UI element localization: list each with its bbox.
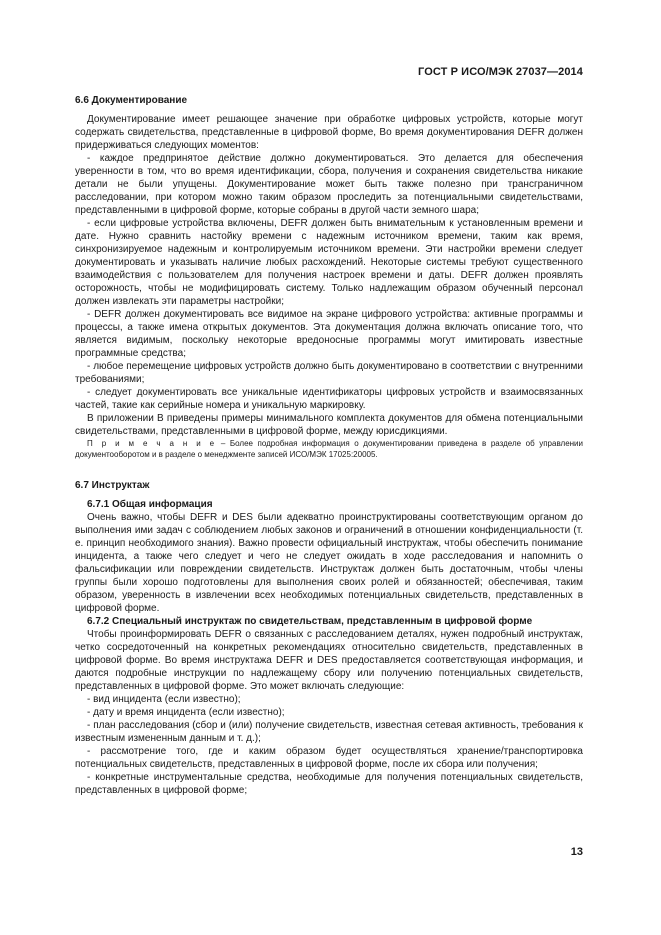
subsection-heading: 6.7.2 Специальный инструктаж по свидетельствам, представленным в цифровой форме [87, 616, 533, 627]
paragraph: Очень важно, чтобы DEFR и DES были адекватно проинструктированы соответствующим органом до выполнения ими задач с соблюдением любых законов и ограничений в отношении конфиденциальности (т. е. принцип необходимого знания). Важно провести официальный инструктаж, чтобы обеспечить понимание инцидента, а также чего следует и чего не следует ожидать в ходе расследования и напомнить о фальсификации или повреждении свидетельств. Инструктаж должен быть достаточным, чтобы члены группы были хорошо подготовлены для выполнения своих ролей и обязанностей; обеспечивая, таким образом, уверенность в извлечении всех необходимых потенциальных свидетельств, представленных в цифровой форме. [75, 512, 583, 614]
list-item: - следует документировать все уникальные идентификаторы цифровых устройств и взаимосвязанных частей, такие как серийные номера и уникальную маркировку. [75, 387, 583, 411]
note [75, 438, 583, 460]
note-label: П р и м е ч а н и е [87, 439, 217, 448]
list-item: - вид инцидента (если известно); [87, 694, 241, 705]
note-text: – Более подробная информация о документировании приведена в разделе об управлении документооборотом и в разделе о менеджменте записей ИСО/МЭК 17025:20005. [75, 439, 583, 459]
section-heading: 6.7 Инструктаж [75, 480, 150, 491]
paragraph: В приложении В приведены примеры минимального комплекта документов для обмена потенциальными свидетельствами, представленными в цифровой форме, между юрисдикциями. [75, 413, 583, 437]
list-item: - если цифровые устройства включены, DEFR должен быть внимательным к установленным времени и дате. Нужно сравнить настойку времени с надежным источником времени, таким как время, синхронизируемое надежным и контролируемым источником времени. Эти настройки времени следует документировать и указывать наличие любых расхождений. Некоторые системы требуют существенного взаимодействия с пользователем для получения настроек времени и даты. DEFR должен проявлять осторожность, чтобы не модифицировать систему. Только надлежащим образом обученный персонал должен извлекать эти параметры настройки; [75, 218, 583, 307]
list-item: - дату и время инцидента (если известно); [87, 707, 285, 718]
list-item: - конкретные инструментальные средства, необходимые для получения потенциальных свидетельств, представленных в цифровой форме; [75, 772, 583, 796]
paragraph: Чтобы проинформировать DEFR о связанных с расследованием деталях, нужен подробный инструктаж, четко сосредоточенный на конкретных рекомендациях относительно свидетельств, представленных в цифровой форме. Во время инструктажа DEFR и DES предоставляется соответствующая информация, и даются подробные инструкции по надлежащему сбору или получению потенциальных свидетельств, представленных в цифровой форме. Это может включать следующие: [75, 629, 583, 692]
list-item: - каждое предпринятое действие должно документироваться. Это делается для обеспечения уверенности в том, что во время идентификации, сбора, получения и сохранения свидетельства никакие детали не были упущены. Документирование может быть также полезно при трансграничном расследовании, при котором можно таким образом проследить за потенциальными свидетельствами, представленными в цифровой форме, которые собраны в другой части земного шара; [75, 153, 583, 216]
standard-header: ГОСТ Р ИСО/МЭК 27037—2014 [418, 66, 583, 78]
list-item: - DEFR должен документировать все видимое на экране цифрового устройства: активные программы и процессы, а также имена открытых документов. Эта документация должна включать описание того, что является видимым, поскольку некоторые вредоносные программы могут имитировать известные программные средства; [75, 309, 583, 359]
section-6-7 [75, 479, 583, 797]
list-item: - рассмотрение того, где и каким образом будет осуществляться хранение/транспортировка потенциальных свидетельств, представленных в цифровой форме, после их сбора или получения; [75, 746, 583, 770]
paragraph: Документирование имеет решающее значение при обработке цифровых устройств, которые могут содержать свидетельства, представленные в цифровой форме, Во время документирования DEFR должен придерживаться следующих моментов: [75, 114, 583, 151]
page-number: 13 [570, 846, 583, 858]
list-item: - план расследования (сбор и (или) получение свидетельств, известная сетевая активность, требования к известным измененным данным и т. д.); [75, 720, 583, 744]
subsection-heading: 6.7.1 Общая информация [87, 499, 213, 510]
section-6-6 [75, 94, 583, 460]
page-content [75, 94, 583, 797]
list-item: - любое перемещение цифровых устройств должно быть документировано в соответствии с внутренними требованиями; [75, 361, 583, 385]
section-heading: 6.6 Документирование [75, 95, 188, 106]
